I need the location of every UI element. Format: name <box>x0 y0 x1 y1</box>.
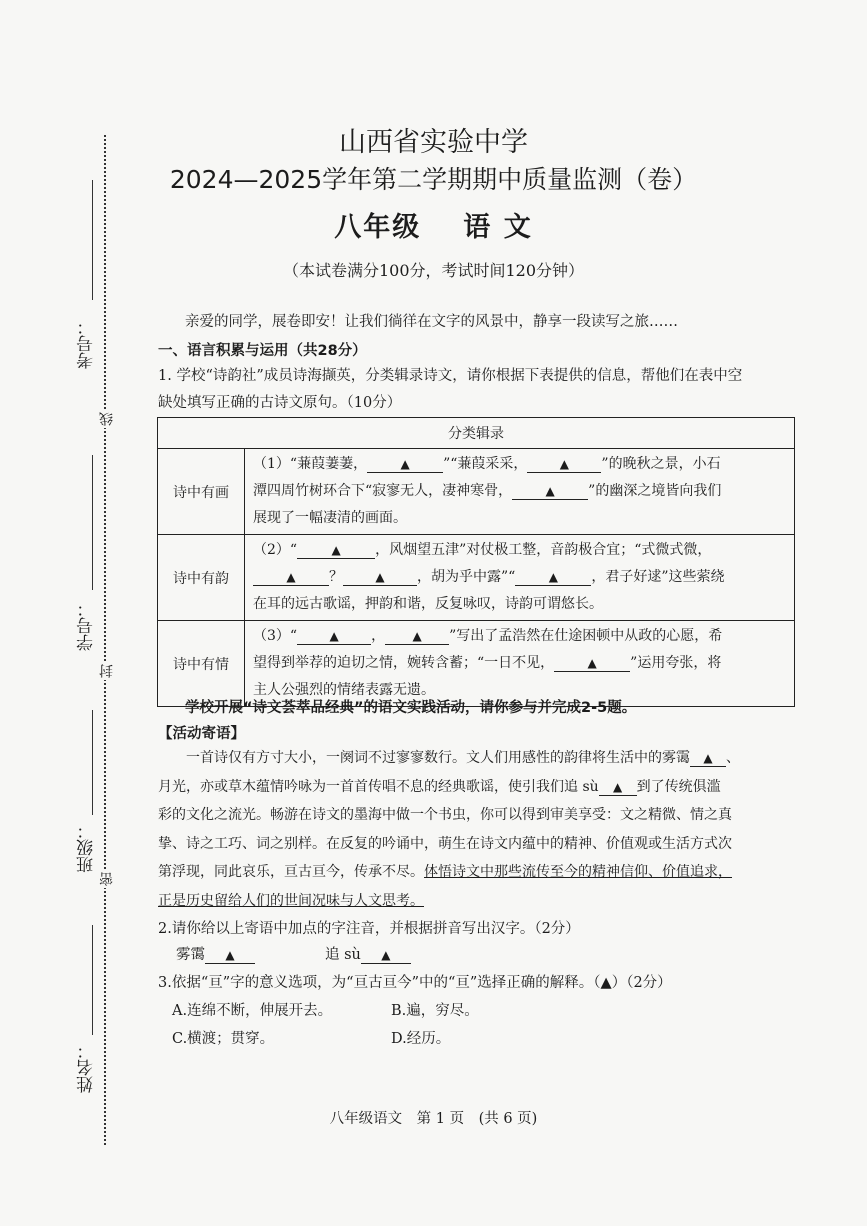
answer-blank[interactable]: ▲ <box>599 779 637 796</box>
exam-no-label: 考号： <box>77 318 97 369</box>
grade: 八年级 <box>334 212 422 243</box>
name-field[interactable] <box>92 925 93 1035</box>
activity-heading: 【活动寄语】 <box>158 726 245 742</box>
answer-blank[interactable]: ▲ <box>367 456 443 473</box>
class-label: 班级： <box>77 822 97 873</box>
row-category: 诗中有画 <box>158 449 245 535</box>
answer-blank[interactable]: ▲ <box>297 542 375 559</box>
seal-word-seal: 封 <box>99 664 115 678</box>
table-row: 诗中有情 （3）“ ▲ ， ▲ ”写出了孟浩然在仕途困顿中从政的心愿，希 望得到举荐的迫切之情，婉转含蓄；“一日不见， ▲ ”运用夸张，将 主人公强烈的情绪表露无遗。 <box>158 621 795 707</box>
q3-stem: 3.依据“亘”字的意义选项，为“亘古亘今”中的“亘”选择正确的解释。（▲）（2分） <box>158 975 672 991</box>
answer-blank[interactable]: ▲ <box>554 655 630 672</box>
answer-blank[interactable]: ▲ <box>527 456 601 473</box>
q3-option-d: D.经历。 <box>391 1031 451 1047</box>
term-title: 2024—2025学年第二学期期中质量监测（卷） <box>169 165 698 194</box>
answer-blank[interactable]: ▲ <box>385 628 449 645</box>
row-category: 诗中有情 <box>158 621 245 707</box>
table-row: 诗中有画 （1）“蒹葭萋萋， ▲ ”“蒹葭采采， ▲ ”的晚秋之景，小石 潭四周竹树环合下“寂寥无人，凄神寒骨， ▲ ”的幽深之境皆向我们 展现了一幅凄清的画面。 <box>158 449 795 535</box>
activity-passage: 一首诗仅有方寸大小，一阕词不过寥寥数行。文人们用感性的韵律将生活中的雾霭 ▲ 、 月光，亦或草木蕴情吟咏为一首首传唱不息的经典歌谣，使引我们追 sù ▲ 到了传统俱滥 彩的文化之流光。畅游在诗文的墨海中做一个书虫，你可以得到审美享受：文之精微、情之真 挚、诗之工巧、词之别样。在反复的吟诵中，萌生在诗文内蕴中的精神、价值观或生活方式次 第浮现，同此哀乐，亘古亘今，传承不尽。体悟诗文中那些流传至今的精神信仰、价值追求， 正是历史留给人们的世间况味与人文思考。 <box>158 744 808 915</box>
grade-subject <box>0 205 867 244</box>
answer-blank[interactable]: ▲ <box>690 750 726 767</box>
binding-dotted-line <box>104 135 106 1145</box>
row-category: 诗中有韵 <box>158 535 245 621</box>
underlined-sentence: 体悟诗文中那些流传至今的精神信仰、价值追求， <box>424 864 732 880</box>
q1-line-1: 1. 学校“诗韵社”成员诗海撷英，分类辑录诗文，请你根据下表提供的信息，帮他们在表中空 <box>158 368 743 384</box>
answer-blank[interactable]: ▲ <box>253 569 329 586</box>
answer-blank[interactable]: ▲ <box>515 569 591 586</box>
section-1-heading: 一、语言积累与运用（共28分） <box>158 343 367 359</box>
answer-blank[interactable]: ▲ <box>512 483 588 500</box>
q2-answers: 雾霭 ▲ 追 sù ▲ <box>176 942 411 969</box>
page-footer: 八年级语文 第 1 页 (共 6 页) <box>329 1111 538 1127</box>
q3-option-a: A.连绵不断，伸展开去。 <box>172 1003 333 1019</box>
name-label: 姓名： <box>77 1042 97 1093</box>
answer-blank[interactable]: ▲ <box>205 947 255 964</box>
underlined-sentence: 正是历史留给人们的世间况味与人文思考。 <box>158 892 424 909</box>
school-title: 山西省实验中学 <box>339 127 528 158</box>
table-row: 诗中有韵 （2）“ ▲ ，风烟望五津”对仗极工整，音韵极合宜；“式微式微， ▲ ？ ▲ ，胡为乎中露”“ ▲ ，君子好逑”这些萦绕 在耳的远古歌谣，押韵和谐，反复咏叹，诗韵可谓悠长。 <box>158 535 795 621</box>
q2-stem: 2.请你给以上寄语中加点的字注音，并根据拼音写出汉字。（2分） <box>158 921 580 937</box>
greeting: 亲爱的同学，展卷即安！让我们徜徉在文字的风景中，静享一段读写之旅…… <box>185 314 678 330</box>
seal-word-line: 线 <box>99 412 115 426</box>
exam-note: （本试卷满分100分，考试时间120分钟） <box>282 261 585 280</box>
answer-blank[interactable]: ▲ <box>343 569 417 586</box>
answer-blank[interactable]: ▲ <box>297 628 371 645</box>
seal-word-secret: 密 <box>99 872 115 886</box>
student-no-label: 学号： <box>77 600 97 651</box>
q3-option-b: B.遍，穷尽。 <box>391 1003 479 1019</box>
q1-line-2: 缺处填写正确的古诗文原句。（10分） <box>158 395 402 411</box>
table-title: 分类辑录 <box>158 418 795 449</box>
student-no-field[interactable] <box>92 455 93 590</box>
subject: 语 文 <box>463 212 533 243</box>
class-field[interactable] <box>92 710 93 815</box>
q3-option-c: C.横渡；贯穿。 <box>172 1031 275 1047</box>
answer-blank[interactable]: ▲ <box>361 947 411 964</box>
activity-intro: 学校开展“诗文荟萃品经典”的语文实践活动，请你参与并完成2-5题。 <box>185 700 637 716</box>
poem-table <box>157 417 795 707</box>
